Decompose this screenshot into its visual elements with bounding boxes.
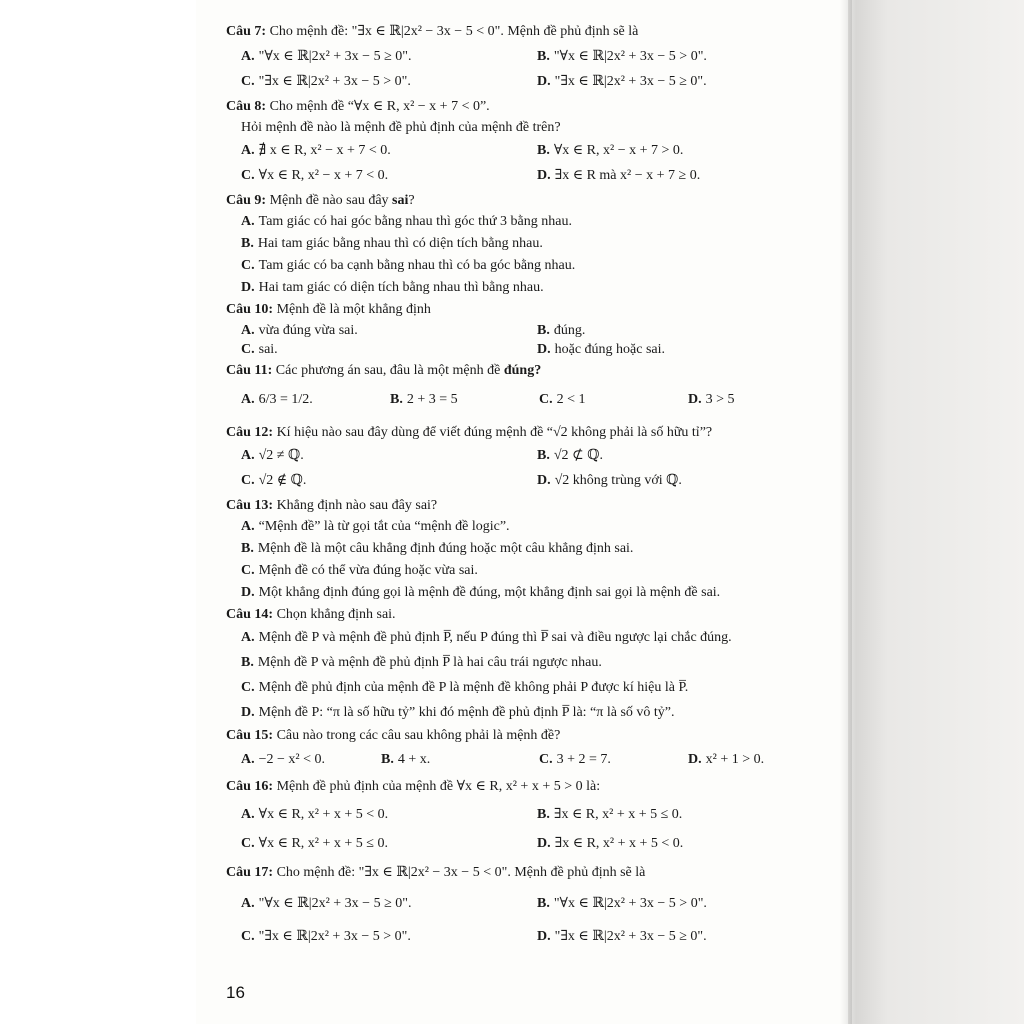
question-10-options-row2: [226, 340, 846, 359]
question-16-label: Câu 16:: [226, 779, 274, 794]
question-9-option-d: [241, 278, 846, 297]
question-15-label: Câu 15:: [226, 728, 274, 743]
question-7-options-row1: [226, 47, 846, 66]
question-7-label: Câu 7:: [226, 24, 267, 39]
question-16-option-a: [241, 805, 537, 824]
option-text: Mệnh đề phủ định của mệnh đề P là mệnh đề không phải P được kí hiệu là P̅.: [258, 680, 689, 695]
question-13-text: Khẳng định nào sau đây sai?: [273, 498, 438, 513]
option-text: "∀x ∈ ℝ|2x² + 3x − 5 > 0".: [553, 49, 707, 64]
option-letter: C.: [241, 473, 255, 488]
option-letter: A.: [241, 630, 255, 645]
question-11-text-bold: đúng?: [503, 363, 542, 378]
question-12: [226, 423, 846, 490]
question-12-option-b: [537, 446, 833, 465]
question-13-option-d: [241, 583, 846, 602]
question-8-option-c: [241, 166, 537, 185]
question-16-options-row1: [226, 805, 846, 824]
question-14-stem: [226, 605, 846, 624]
option-text: ∃x ∈ R, x² + x + 5 ≤ 0.: [553, 807, 683, 822]
option-letter: A.: [241, 807, 255, 822]
option-letter: D.: [537, 342, 551, 357]
question-9-text-bold: sai: [392, 193, 409, 208]
option-text: "∀x ∈ ℝ|2x² + 3x − 5 ≥ 0".: [258, 896, 412, 911]
option-letter: A.: [241, 448, 255, 463]
question-17: [226, 863, 846, 946]
option-letter: A.: [241, 392, 255, 407]
option-letter: D.: [241, 705, 255, 720]
option-text: ∀x ∈ R, x² − x + 7 < 0.: [258, 168, 389, 183]
option-letter: B.: [241, 236, 254, 251]
option-text: √2 ≠ ℚ.: [258, 448, 304, 463]
option-text: ∃x ∈ R, x² + x + 5 < 0.: [554, 836, 684, 851]
option-text: "∃x ∈ ℝ|2x² + 3x − 5 > 0".: [258, 929, 411, 944]
question-17-label: Câu 17:: [226, 865, 274, 880]
question-13-options: [226, 517, 846, 602]
option-text: Tam giác có hai góc bằng nhau thì góc thứ 3 bằng nhau.: [258, 214, 572, 229]
option-text: "∀x ∈ ℝ|2x² + 3x − 5 > 0".: [553, 896, 707, 911]
question-12-option-c: [241, 471, 537, 490]
option-letter: C.: [539, 392, 553, 407]
option-letter: C.: [539, 752, 553, 767]
question-11-options: [226, 390, 846, 409]
question-13-label: Câu 13:: [226, 498, 274, 513]
question-list: [226, 22, 846, 952]
question-14-option-c: [241, 678, 846, 697]
option-text: 4 + x.: [397, 752, 431, 767]
question-8-option-a: [241, 141, 537, 160]
option-text: Mệnh đề P: “π là số hữu tỷ” khi đó mệnh đề phủ định P̅ là: “π là số vô tỷ”.: [258, 705, 675, 720]
question-14-text: Chọn khẳng định sai.: [273, 607, 396, 622]
option-letter: A.: [241, 49, 255, 64]
question-15-option-d: [688, 750, 837, 769]
question-10: [226, 300, 846, 359]
question-14: [226, 605, 846, 722]
option-text: Một khẳng định đúng gọi là mệnh đề đúng, một khẳng định sai gọi là mệnh đề sai.: [258, 585, 721, 600]
question-12-options-row2: [226, 471, 846, 490]
option-letter: B.: [537, 49, 550, 64]
question-7-option-a: [241, 47, 537, 66]
option-letter: A.: [241, 752, 255, 767]
question-7-options-row2: [226, 72, 846, 91]
question-17-options-row2: [226, 927, 846, 946]
question-8-text: Cho mệnh đề “∀x ∈ R, x² − x + 7 < 0”.: [266, 99, 490, 114]
option-letter: B.: [537, 323, 550, 338]
question-12-options-row1: [226, 446, 846, 465]
option-text: sai.: [258, 342, 278, 357]
question-10-option-d: [537, 340, 833, 359]
question-16-stem: [226, 777, 846, 796]
option-letter: B.: [537, 448, 550, 463]
option-text: Hai tam giác có diện tích bằng nhau thì bằng nhau.: [258, 280, 544, 295]
question-11-option-d: [688, 390, 837, 409]
option-letter: C.: [241, 258, 255, 273]
option-letter: C.: [241, 929, 255, 944]
option-letter: A.: [241, 896, 255, 911]
option-text: ∃x ∈ R mà x² − x + 7 ≥ 0.: [554, 168, 701, 183]
option-text: Mệnh đề P và mệnh đề phủ định P̅ là hai câu trái ngược nhau.: [257, 655, 602, 670]
option-letter: C.: [241, 168, 255, 183]
question-15-stem: [226, 726, 846, 745]
option-text: ∀x ∈ R, x² + x + 5 < 0.: [258, 807, 389, 822]
option-text: ∀x ∈ R, x² + x + 5 ≤ 0.: [258, 836, 388, 851]
question-17-stem: [226, 863, 846, 882]
option-letter: B.: [241, 541, 254, 556]
question-12-label: Câu 12:: [226, 425, 274, 440]
option-letter: C.: [241, 563, 255, 578]
question-7-stem: [226, 22, 846, 41]
option-text: 2 + 3 = 5: [406, 392, 458, 407]
question-8-stem-line2: Hỏi mệnh đề nào là mệnh đề phủ định của mệnh đề trên?: [241, 120, 561, 135]
option-text: ∄ x ∈ R, x² − x + 7 < 0.: [258, 143, 391, 158]
question-8-stem: [226, 97, 846, 116]
option-letter: A.: [241, 143, 255, 158]
question-8-option-b: [537, 141, 833, 160]
book-spine: [848, 0, 1024, 1024]
option-text: "∃x ∈ ℝ|2x² + 3x − 5 > 0".: [258, 74, 411, 89]
question-10-option-b: [537, 321, 833, 340]
option-letter: C.: [241, 680, 255, 695]
question-11-label: Câu 11:: [226, 363, 273, 378]
question-11-option-b: [390, 390, 539, 409]
option-letter: B.: [381, 752, 394, 767]
question-14-options: [226, 628, 846, 722]
question-7-option-b: [537, 47, 833, 66]
option-letter: C.: [241, 836, 255, 851]
question-17-option-c: [241, 927, 537, 946]
question-16-text: Mệnh đề phủ định của mệnh đề ∀x ∈ R, x² + x + 5 > 0 là:: [273, 779, 601, 794]
option-text: √2 ∉ ℚ.: [258, 473, 307, 488]
question-17-text: Cho mệnh đề: "∃x ∈ ℝ|2x² − 3x − 5 < 0". Mệnh đề phủ định sẽ là: [273, 865, 646, 880]
page-number: 16: [226, 983, 245, 1002]
question-13-stem: [226, 496, 846, 515]
option-text: 3 > 5: [705, 392, 735, 407]
question-11-text: Các phương án sau, đâu là một mệnh đề: [272, 363, 504, 378]
question-8-options-row2: [226, 166, 846, 185]
option-text: 2 < 1: [556, 392, 586, 407]
option-text: Tam giác có ba cạnh bằng nhau thì có ba góc bằng nhau.: [258, 258, 576, 273]
question-10-option-a: [241, 321, 537, 340]
question-8-options-row1: [226, 141, 846, 160]
question-10-option-c: [241, 340, 537, 359]
question-15-option-a: [241, 750, 381, 769]
question-16-option-b: [537, 805, 833, 824]
option-letter: D.: [688, 752, 702, 767]
option-letter: D.: [241, 280, 255, 295]
option-letter: D.: [537, 929, 551, 944]
option-text: "∀x ∈ ℝ|2x² + 3x − 5 ≥ 0".: [258, 49, 412, 64]
option-letter: A.: [241, 323, 255, 338]
question-12-option-a: [241, 446, 537, 465]
question-12-stem: [226, 423, 846, 442]
option-letter: D.: [241, 585, 255, 600]
question-12-text: Kí hiệu nào sau đây dùng để viết đúng mệnh đề “√2 không phải là số hữu tỉ”?: [273, 425, 713, 440]
option-text: vừa đúng vừa sai.: [258, 323, 358, 338]
question-11-option-a: [241, 390, 390, 409]
question-9-option-a: [241, 212, 846, 231]
question-16-option-d: [537, 834, 833, 853]
option-text: Mệnh đề P và mệnh đề phủ định P̅, nếu P đúng thì P̅ sai và điều ngược lại chắc đúng.: [258, 630, 732, 645]
question-13-option-b: [241, 539, 846, 558]
question-14-option-b: [241, 653, 846, 672]
question-9: [226, 191, 846, 297]
option-text: ∀x ∈ R, x² − x + 7 > 0.: [553, 143, 684, 158]
option-text: hoặc đúng hoặc sai.: [554, 342, 666, 357]
option-letter: B.: [390, 392, 403, 407]
question-7-option-c: [241, 72, 537, 91]
question-9-label: Câu 9:: [226, 193, 267, 208]
question-15-option-c: [539, 750, 688, 769]
option-text: "∃x ∈ ℝ|2x² + 3x − 5 ≥ 0".: [554, 929, 707, 944]
option-text: x² + 1 > 0.: [705, 752, 765, 767]
question-14-option-a: [241, 628, 846, 647]
option-letter: D.: [537, 473, 551, 488]
question-16-option-c: [241, 834, 537, 853]
question-9-option-b: [241, 234, 846, 253]
option-text: 6/3 = 1/2.: [258, 392, 313, 407]
option-letter: D.: [537, 74, 551, 89]
question-8-option-d: [537, 166, 833, 185]
question-15-options: [226, 750, 846, 769]
option-text: √2 không trùng với ℚ.: [554, 473, 682, 488]
option-text: √2 ⊄ ℚ.: [553, 448, 603, 463]
question-15-option-b: [381, 750, 539, 769]
question-8-label: Câu 8:: [226, 99, 267, 114]
option-letter: A.: [241, 214, 255, 229]
question-14-option-d: [241, 703, 846, 722]
question-7: [226, 22, 846, 91]
option-text: −2 − x² < 0.: [258, 752, 326, 767]
question-11-option-c: [539, 390, 688, 409]
question-7-text: Cho mệnh đề: "∃x ∈ ℝ|2x² − 3x − 5 < 0". Mệnh đề phủ định sẽ là: [266, 24, 639, 39]
question-16-options-row2: [226, 834, 846, 853]
option-text: Hai tam giác bằng nhau thì có diện tích bằng nhau.: [257, 236, 543, 251]
option-letter: B.: [537, 896, 550, 911]
question-17-option-a: [241, 894, 537, 913]
question-12-option-d: [537, 471, 833, 490]
option-letter: B.: [537, 807, 550, 822]
question-13: [226, 496, 846, 602]
question-17-options-row1: [226, 894, 846, 913]
question-11-stem: [226, 361, 846, 380]
question-14-label: Câu 14:: [226, 607, 274, 622]
option-text: Mệnh đề là một câu khẳng định đúng hoặc một câu khẳng định sai.: [257, 541, 634, 556]
option-text: Mệnh đề có thể vừa đúng hoặc vừa sai.: [258, 563, 478, 578]
question-9-options: [226, 212, 846, 297]
question-9-stem: [226, 191, 846, 210]
question-10-stem: [226, 300, 846, 319]
question-17-option-b: [537, 894, 833, 913]
option-text: 3 + 2 = 7.: [556, 752, 611, 767]
question-9-text: Mệnh đề nào sau đây: [266, 193, 393, 208]
option-letter: C.: [241, 74, 255, 89]
option-letter: D.: [537, 168, 551, 183]
option-letter: D.: [537, 836, 551, 851]
option-letter: A.: [241, 519, 255, 534]
option-letter: C.: [241, 342, 255, 357]
question-15: [226, 726, 846, 769]
question-10-label: Câu 10:: [226, 302, 274, 317]
option-letter: D.: [688, 392, 702, 407]
question-9-text-end: ?: [408, 193, 415, 208]
option-text: “Mệnh đề” là từ gọi tắt của “mệnh đề logic”.: [258, 519, 510, 534]
question-11: [226, 361, 846, 409]
question-10-options-row1: [226, 321, 846, 340]
question-13-option-c: [241, 561, 846, 580]
option-text: đúng.: [553, 323, 586, 338]
question-17-option-d: [537, 927, 833, 946]
question-13-option-a: [241, 517, 846, 536]
option-letter: B.: [241, 655, 254, 670]
question-8: [226, 97, 846, 185]
question-10-text: Mệnh đề là một khẳng định: [273, 302, 431, 317]
question-7-option-d: [537, 72, 833, 91]
option-letter: B.: [537, 143, 550, 158]
question-9-option-c: [241, 256, 846, 275]
question-16: [226, 777, 846, 853]
option-text: "∃x ∈ ℝ|2x² + 3x − 5 ≥ 0".: [554, 74, 707, 89]
question-15-text: Câu nào trong các câu sau không phải là mệnh đề?: [273, 728, 561, 743]
